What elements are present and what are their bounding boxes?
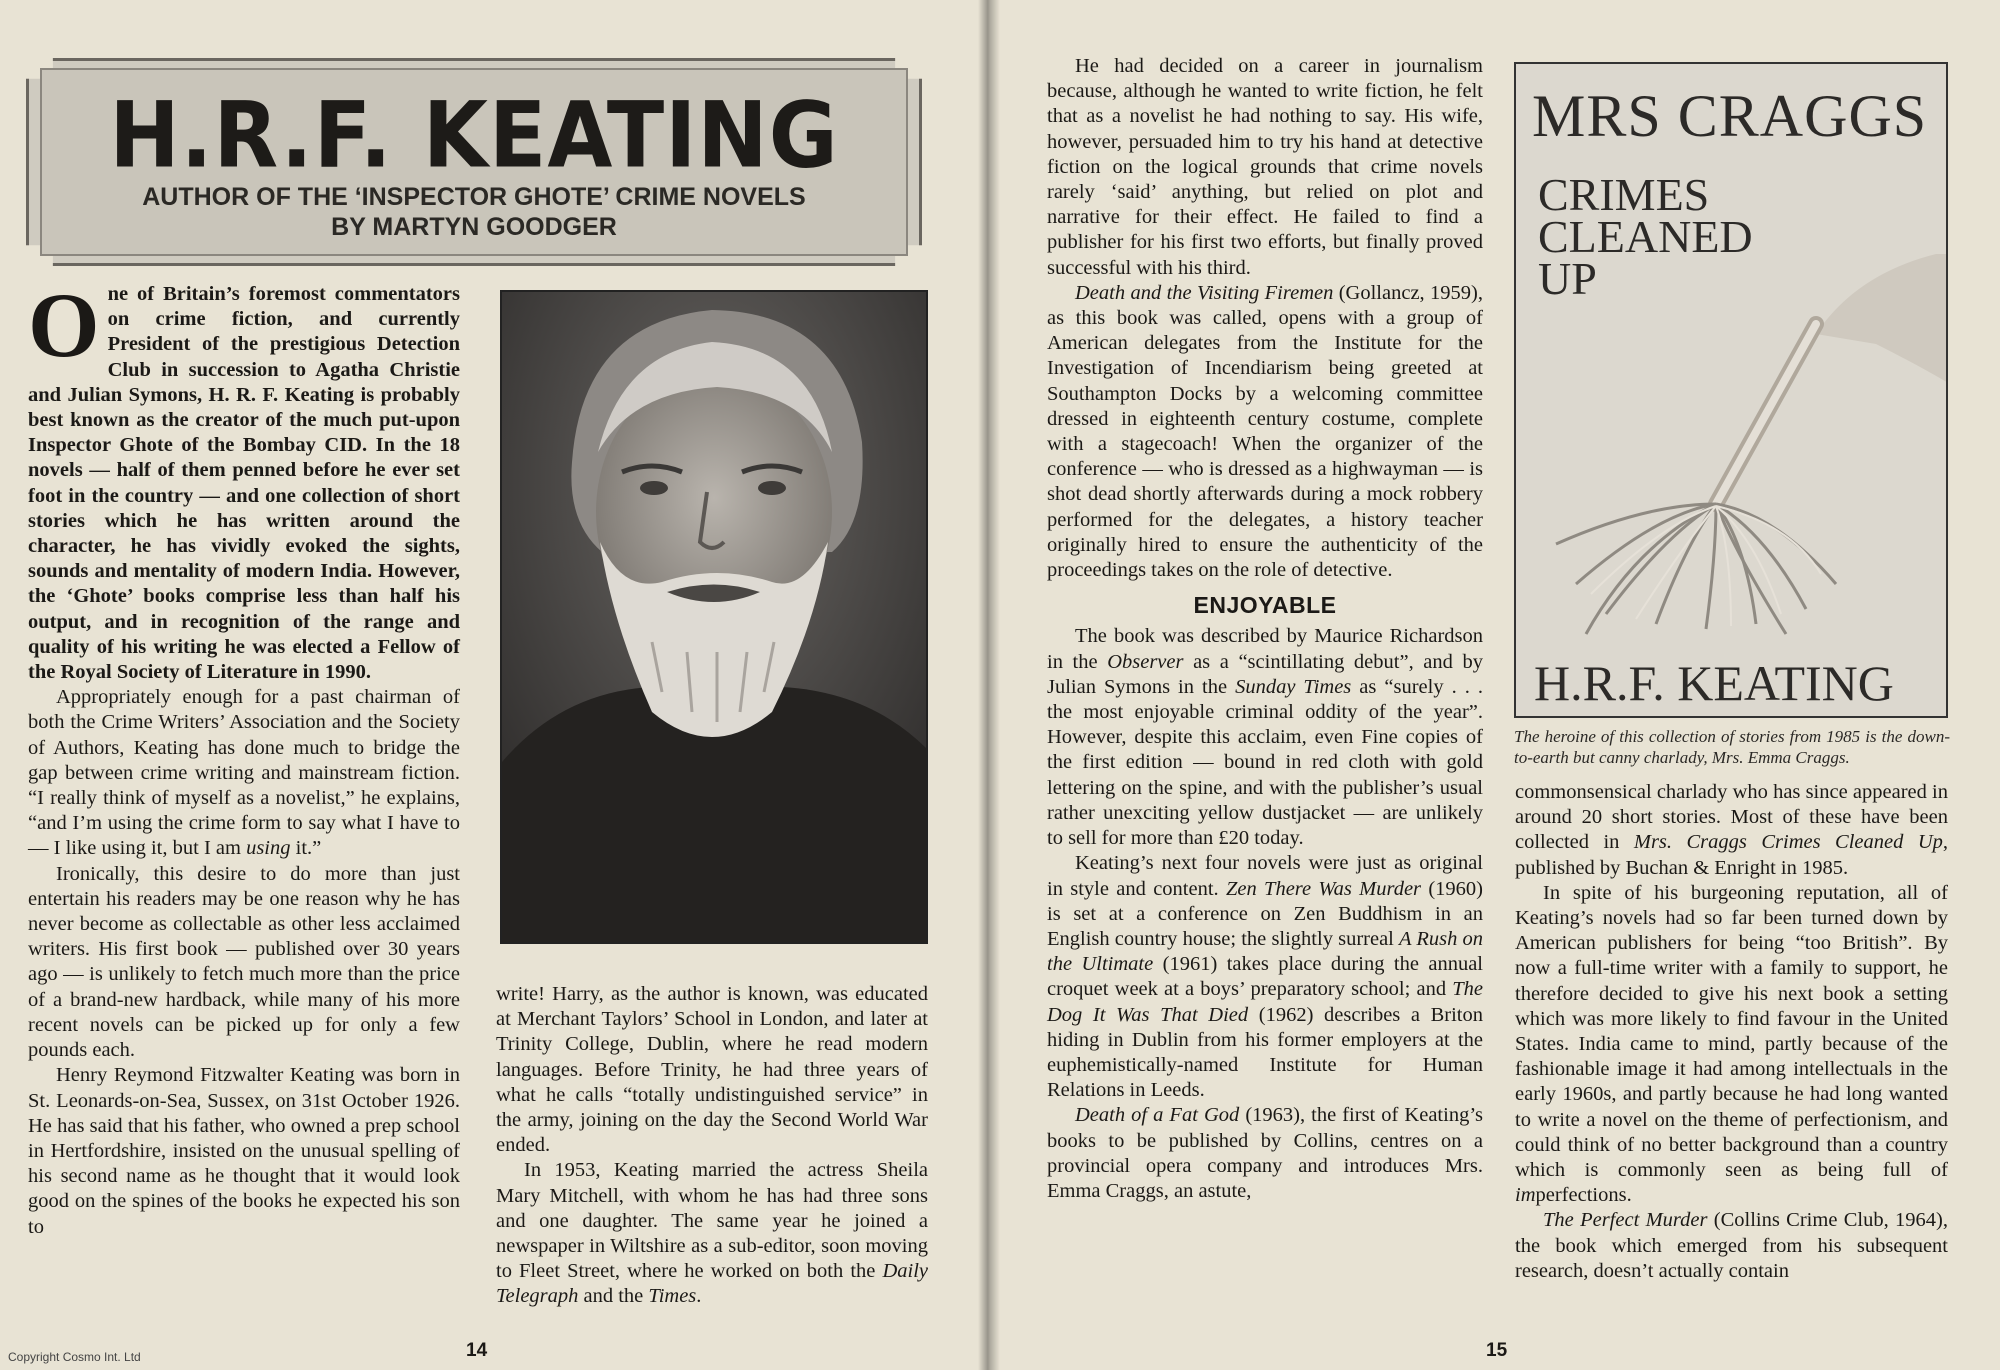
article-title: H.R.F. KEATING [109,82,839,188]
paragraph: In 1953, Keating married the actress Sheila Mary Mitchell, with whom he has had three sons and one daughter. The same year he joined a newspaper in Wiltshire as a sub-editor, soon moving to Fleet Street, where he worked on both the Daily Telegraph and the Times. [496,1159,928,1308]
column-3 [1047,54,1483,1204]
cover-title: MRS CRAGGS [1532,83,1928,149]
section-heading: ENJOYABLE [1193,592,1337,619]
page-number-left: 14 [466,1340,488,1361]
paragraph: Henry Reymond Fitzwalter Keating was born in St. Leonards-on-Sea, Sussex, on 31st October 1926. He has said that his father, who owned a prep school in Hertfordshire, insisted on the unusual spelling of his second name as he thought that it would look good on the spines of the books he expected his son to [28,1064,460,1238]
drop-cap: O [28,274,100,376]
article-subtitle [26,182,922,242]
mop-illustration [1516,214,1948,644]
author-portrait-image [502,292,928,944]
column-1 [28,274,460,1240]
title-banner [26,58,922,266]
cover-caption: The heroine of this collection of stories from 1985 is the down-to-earth but canny charlady, Mrs. Emma Craggs. [1514,727,1950,767]
author-photo [500,290,928,944]
paragraph: Death of a Fat God (1963), the first of Keating’s books to be published by Collins, centres on a provincial opera company and introduces Mrs. Emma Craggs, an astute, [1047,1104,1483,1202]
paragraph: In spite of his burgeoning reputation, all of Keating’s novels had so far been turned down by American publishers for being “too British”. By now a full-time writer with a family to support, he therefore decided to give his next book a setting which was more likely to find favour in the United States. India came to mind, partly because of the fashionable image it had among intellectuals in the early 1960s, and partly because he had long wanted to write a novel on the theme of perfectionism, and could think of no better background than a country which is commonly seen as being full of imperfections. [1515,881,1948,1207]
cover-subtitle: CRIMES CLEANED UP [1538,169,1753,304]
column-2 [496,982,928,1310]
copyright-watermark: Copyright Cosmo Int. Ltd [8,1350,141,1364]
paragraph: commonsensical charlady who has since appeared in around 20 short stories. Most of these have been collected in Mrs. Craggs Crimes Cleaned Up, published by Buchan & Enright in 1985. [1515,781,1948,879]
paragraph: The book was described by Maurice Richardson in the Observer as a “scintillating debut”, and by Julian Symons in the Sunday Times as “surely . . . the most enjoyable criminal oddity of the year”. However, despite this acclaim, even Fine copies of the first edition — bound in red cloth with gold lettering on the spine, and with the publisher’s usual rather unexciting yellow dustjacket — are unlikely to sell for more than £20 today. [1047,625,1483,850]
lead-paragraph [28,274,460,685]
book-cover-image [1514,62,1948,718]
column-4 [1515,780,1948,1284]
page-number-right: 15 [1486,1340,1508,1361]
lead-text: ne of Britain’s foremost commentators on crime fiction, and currently President of the prestigious Detection Club in succession to Agatha Christie and Julian Symons, H. R. F. Keating is probably best known as the creator of the much put-upon Inspector Ghote of the Bombay CID. In the 18 novels — half of them penned before he ever set foot in the country — and one collection of short stories which he has written around the character, he has vividly evoked the sights, sounds and mentality of modern India. However, the ‘Ghote’ books comprise less than half his output, and in recognition of the range and quality of his writing he was elected a Fellow of the Royal Society of Literature in 1990. [28,283,460,684]
cover-author: H.R.F. KEATING [1534,655,1894,711]
paragraph: Appropriately enough for a past chairman of both the Crime Writers’ Association and the Society of Authors, Keating has done much to bridge the gap between crime writing and mainstream fiction. “I really think of myself as a novelist,” he explains, “and I’m using the crime form to say what I have to — I like using it, but I am using it.” [28,686,460,860]
paragraph: Ironically, this desire to do more than just entertain his readers may be one reason why he has never become as collectable as other less acclaimed writers. His first book — published over 30 years ago — is unlikely to fetch much more than the price of a brand-new hardback, while many of his more recent novels can be picked up for only a few pounds each. [28,862,460,1062]
paragraph: Keating’s next four novels were just as original in style and content. Zen There Was Murder (1960) is set at a conference on Zen Buddhism in an English country house; the slightly surreal A Rush on the Ultimate (1961) takes place during the annual croquet week at a boys’ preparatory school; and The Dog It Was That Died (1962) describes a Briton hiding in Dublin from his former employers at the euphemistically-named Institute for Human Relations in Leeds. [1047,852,1483,1102]
byline: BY MARTYN GOODGER [331,213,617,241]
paragraph: Death and the Visiting Firemen (Gollancz, 1959), as this book was called, opens with a group of American delegates from the Institute for the Investigation of Incendiarism being greeted at Southampton Docks by a welcoming committee dressed in eighteenth century costume, complete with a stagecoach! When the organizer of the conference — who is dressed as a highwayman — is shot dead shortly afterwards during a mock robbery performed for the delegates, a history teacher originally hired to ensure the authenticity of the proceedings takes on the role of detective. [1047,281,1483,582]
paragraph: He had decided on a career in journalism because, although he wanted to write fiction, he felt that as a novelist he had nothing to say. His wife, however, persuaded him to try his hand at detective fiction on the logical grounds that crime novels rarely ‘said’ anything, but relied on plot and narrative for their effect. He failed to find a publisher for his first two efforts, but finally proved successful with his third. [1047,55,1483,279]
left-page [0,0,986,1370]
paragraph: write! Harry, as the author is known, was educated at Merchant Taylors’ School in London, and later at Trinity College, Dublin, where he read modern languages. Before Trinity, he had three years of what he calls “totally undistinguished service” in the army, joining on the day the Second World War ended. [496,983,928,1157]
paragraph: The Perfect Murder (Collins Crime Club, 1964), the book which emerged from his subsequent research, doesn’t actually contain [1515,1209,1949,1282]
book-spine-shadow [978,0,1000,1370]
subtitle-line-1: AUTHOR OF THE ‘INSPECTOR GHOTE’ CRIME NOVELS [142,183,806,211]
